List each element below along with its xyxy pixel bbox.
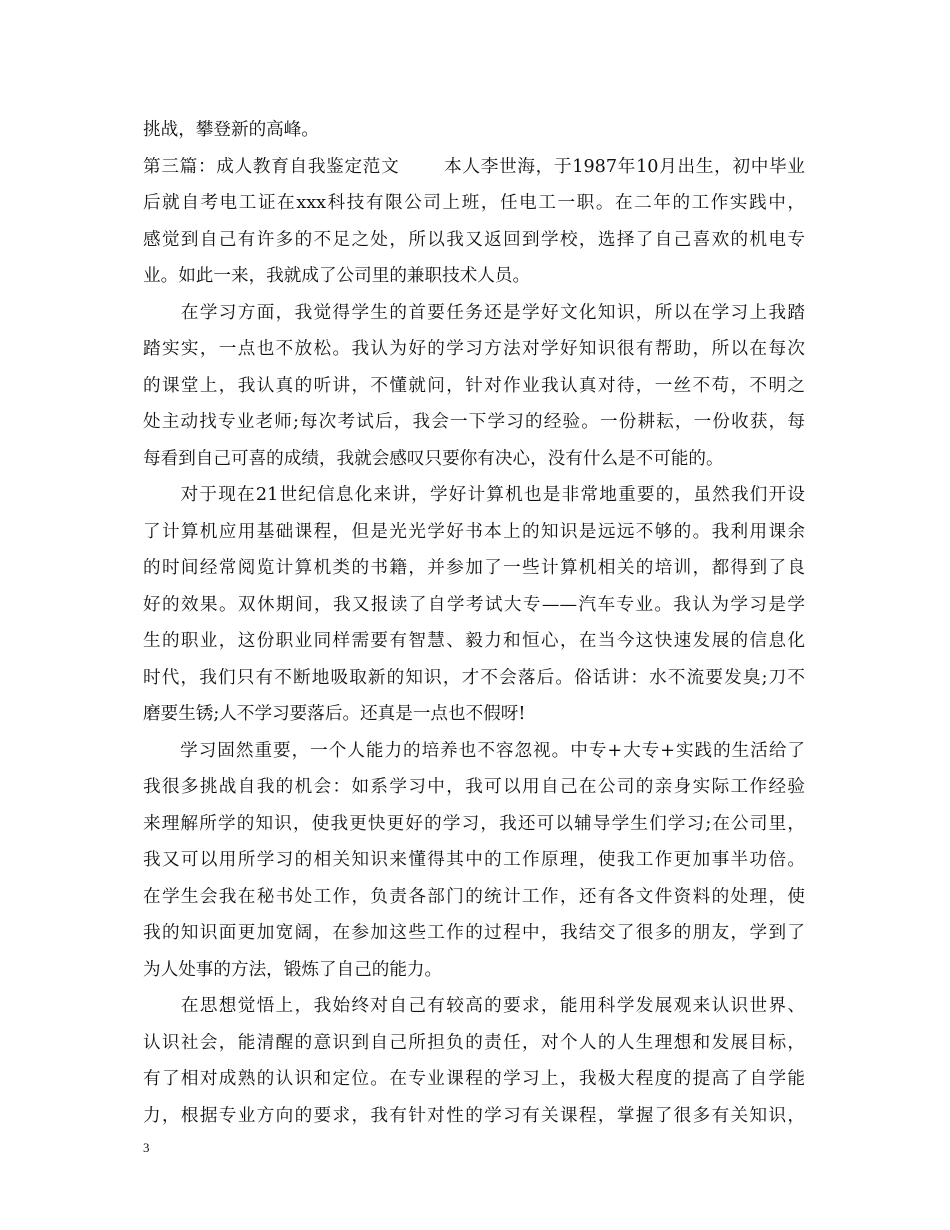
text-line: 来理解所学的知识，使我更快更好的学习，我还可以辅导学生们学习;在公司里， xyxy=(143,813,805,834)
text-line: 在学生会我在秘书处工作，负责各部门的统计工作，还有各文件资料的处理，使 xyxy=(143,886,805,907)
text-line: 对于现在21世纪信息化来讲，学好计算机也是非常地重要的，虽然我们开设 xyxy=(143,485,805,505)
text-line: 感觉到自己有许多的不足之处，所以我又返回到学校，选择了自己喜欢的机电专 xyxy=(143,229,805,250)
text-line: 处主动找专业老师;每次考试后，我会一下学习的经验。一份耕耘，一份收获，每 xyxy=(143,412,805,432)
text-line: 磨要生锈;人不学习要落后。还真是一点也不假呀! xyxy=(143,704,526,724)
text-line: 有了相对成熟的认识和定位。在专业课程的学习上，我极大程度的提高了自学能 xyxy=(143,1069,805,1089)
text-line: 时代，我们只有不断地吸取新的知识，才不会落后。俗话讲：水不流要发臭;刀不 xyxy=(143,667,805,688)
text-line: 力，根据专业方向的要求，我有针对性的学习有关课程，掌握了很多有关知识， xyxy=(143,1105,805,1126)
text-line: 本人李世海，于1987年10月出生，初中毕业 xyxy=(443,156,805,177)
text-line: 认识社会，能清醒的意识到自己所担负的责任，对个人的人生理想和发展目标， xyxy=(143,1032,805,1053)
text-line: 在学习方面，我觉得学生的首要任务还是学好文化知识，所以在学习上我踏 xyxy=(143,302,805,323)
section-heading: 第三篇：成人教育自我鉴定范文 xyxy=(143,156,400,177)
text-line: 挑战，攀登新的高峰。 xyxy=(143,120,319,140)
text-line-with-heading xyxy=(143,153,805,190)
text-line: 后就自考电工证在xxx科技有限公司上班，任电工一职。在二年的工作实践中， xyxy=(143,193,805,213)
page-number: 3 xyxy=(143,1140,150,1155)
text-line: 生的职业，这份职业同样需要有智慧、毅力和恒心，在当今这快速发展的信息化 xyxy=(143,631,805,651)
text-line: 的时间经常阅览计算机类的书籍，并参加了一些计算机相关的培训，都得到了良 xyxy=(143,558,805,578)
text-line: 业。如此一来，我就成了公司里的兼职技术人员。 xyxy=(143,266,531,286)
text-line: 了计算机应用基础课程，但是光光学好书本上的知识是远远不够的。我利用课余 xyxy=(143,521,805,542)
text-line: 学习固然重要，一个人能力的培养也不容忽视。中专+大专+实践的生活给了 xyxy=(143,740,805,761)
text-line: 每看到自己可喜的成绩，我就会感叹只要你有决心，没有什么是不可能的。 xyxy=(143,448,724,469)
text-line: 好的效果。双休期间，我又报读了自学考试大专——汽车专业。我认为学习是学 xyxy=(143,594,805,615)
text-line: 的课堂上，我认真的听讲，不懂就问，针对作业我认真对待，一丝不苟，不明之 xyxy=(143,375,805,396)
text-line: 我又可以用所学习的相关知识来懂得其中的工作原理，使我工作更加事半功倍。 xyxy=(143,850,805,870)
text-line: 为人处事的方法，锻炼了自己的能力。 xyxy=(143,959,443,980)
text-line: 我的知识面更加宽阔，在参加这些工作的过程中，我结交了很多的朋友，学到了 xyxy=(143,923,805,943)
text-line: 在思想觉悟上，我始终对自己有较高的要求，能用科学发展观来认识世界、 xyxy=(143,996,805,1016)
text-line: 踏实实，一点也不放松。我认为好的学习方法对学好知识很有帮助，所以在每次 xyxy=(143,339,805,359)
text-line: 我很多挑战自我的机会：如系学习中，我可以用自己在公司的亲身实际工作经验 xyxy=(143,777,805,797)
document-body xyxy=(143,116,805,1138)
